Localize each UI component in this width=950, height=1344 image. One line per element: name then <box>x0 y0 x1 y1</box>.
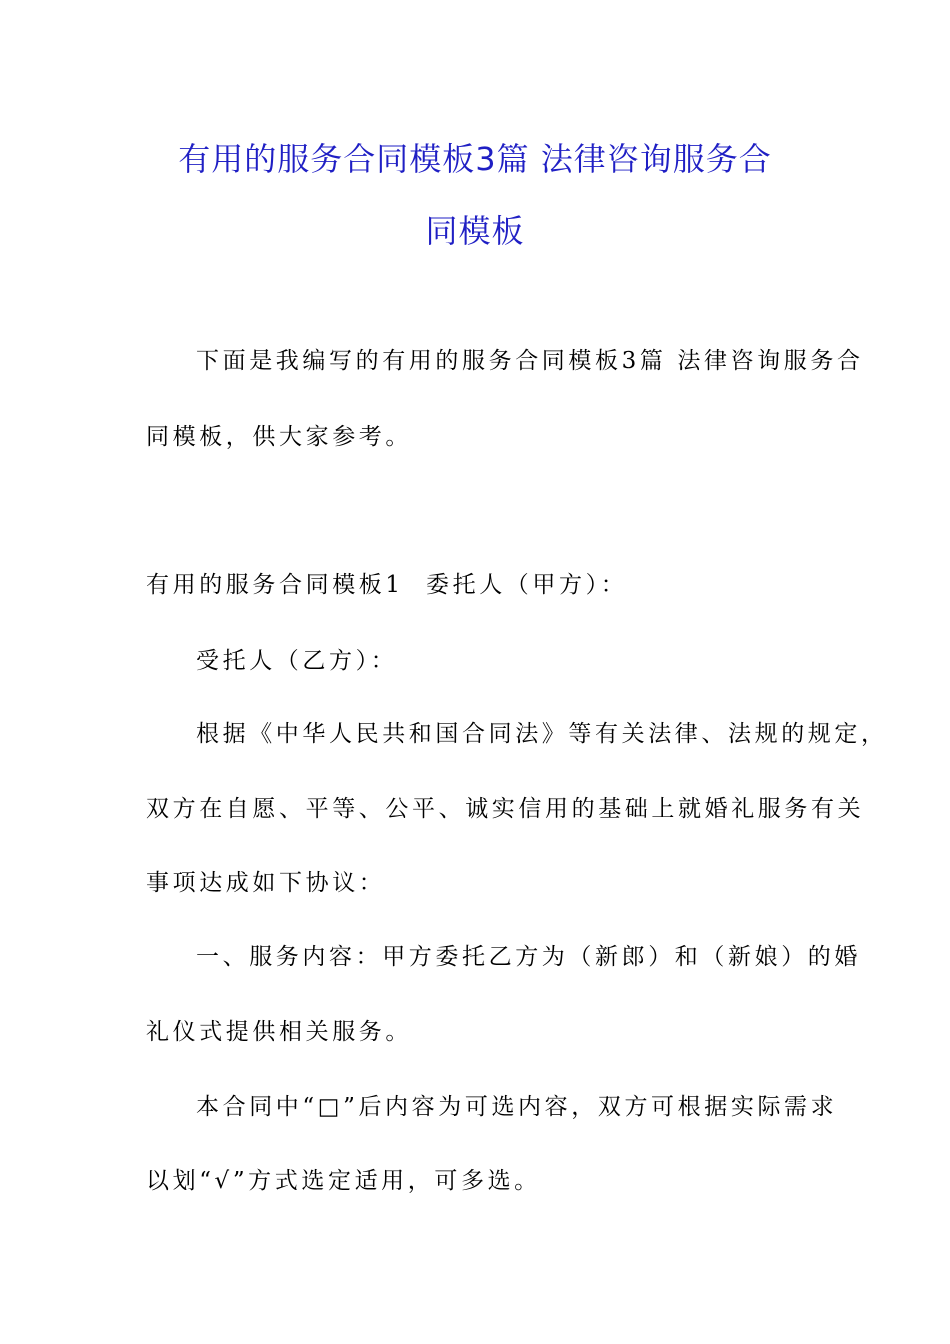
paragraph-2-line-2: 礼仪式提供相关服务。 <box>146 1019 412 1045</box>
document-title-line-1: 有用的服务合同模板3篇 法律咨询服务合 <box>178 140 772 178</box>
intro-line-2: 同模板，供大家参考。 <box>146 424 412 450</box>
paragraph-2-line-1: 一、服务内容：甲方委托乙方为（新郎）和（新娘）的婚 <box>196 944 861 970</box>
party-a-label: 委托人（甲方）： <box>426 572 628 598</box>
paragraph-1-line-2: 双方在自愿、平等、公平、诚实信用的基础上就婚礼服务有关 <box>146 796 865 822</box>
intro-line-1: 下面是我编写的有用的服务合同模板3篇 法律咨询服务合 <box>196 348 864 374</box>
party-b-label: 受托人（乙方）： <box>196 648 398 674</box>
section-heading: 有用的服务合同模板1 <box>146 572 404 598</box>
paragraph-3-line-2: 以划“√”方式选定适用，可多选。 <box>146 1168 541 1194</box>
paragraph-3-line-1: 本合同中“□”后内容为可选内容，双方可根据实际需求 <box>196 1094 838 1120</box>
paragraph-1-line-3: 事项达成如下协议： <box>146 870 386 896</box>
paragraph-1-line-1: 根据《中华人民共和国合同法》等有关法律、法规的规定， <box>196 721 888 747</box>
document-title-line-2: 同模板 <box>425 212 525 250</box>
